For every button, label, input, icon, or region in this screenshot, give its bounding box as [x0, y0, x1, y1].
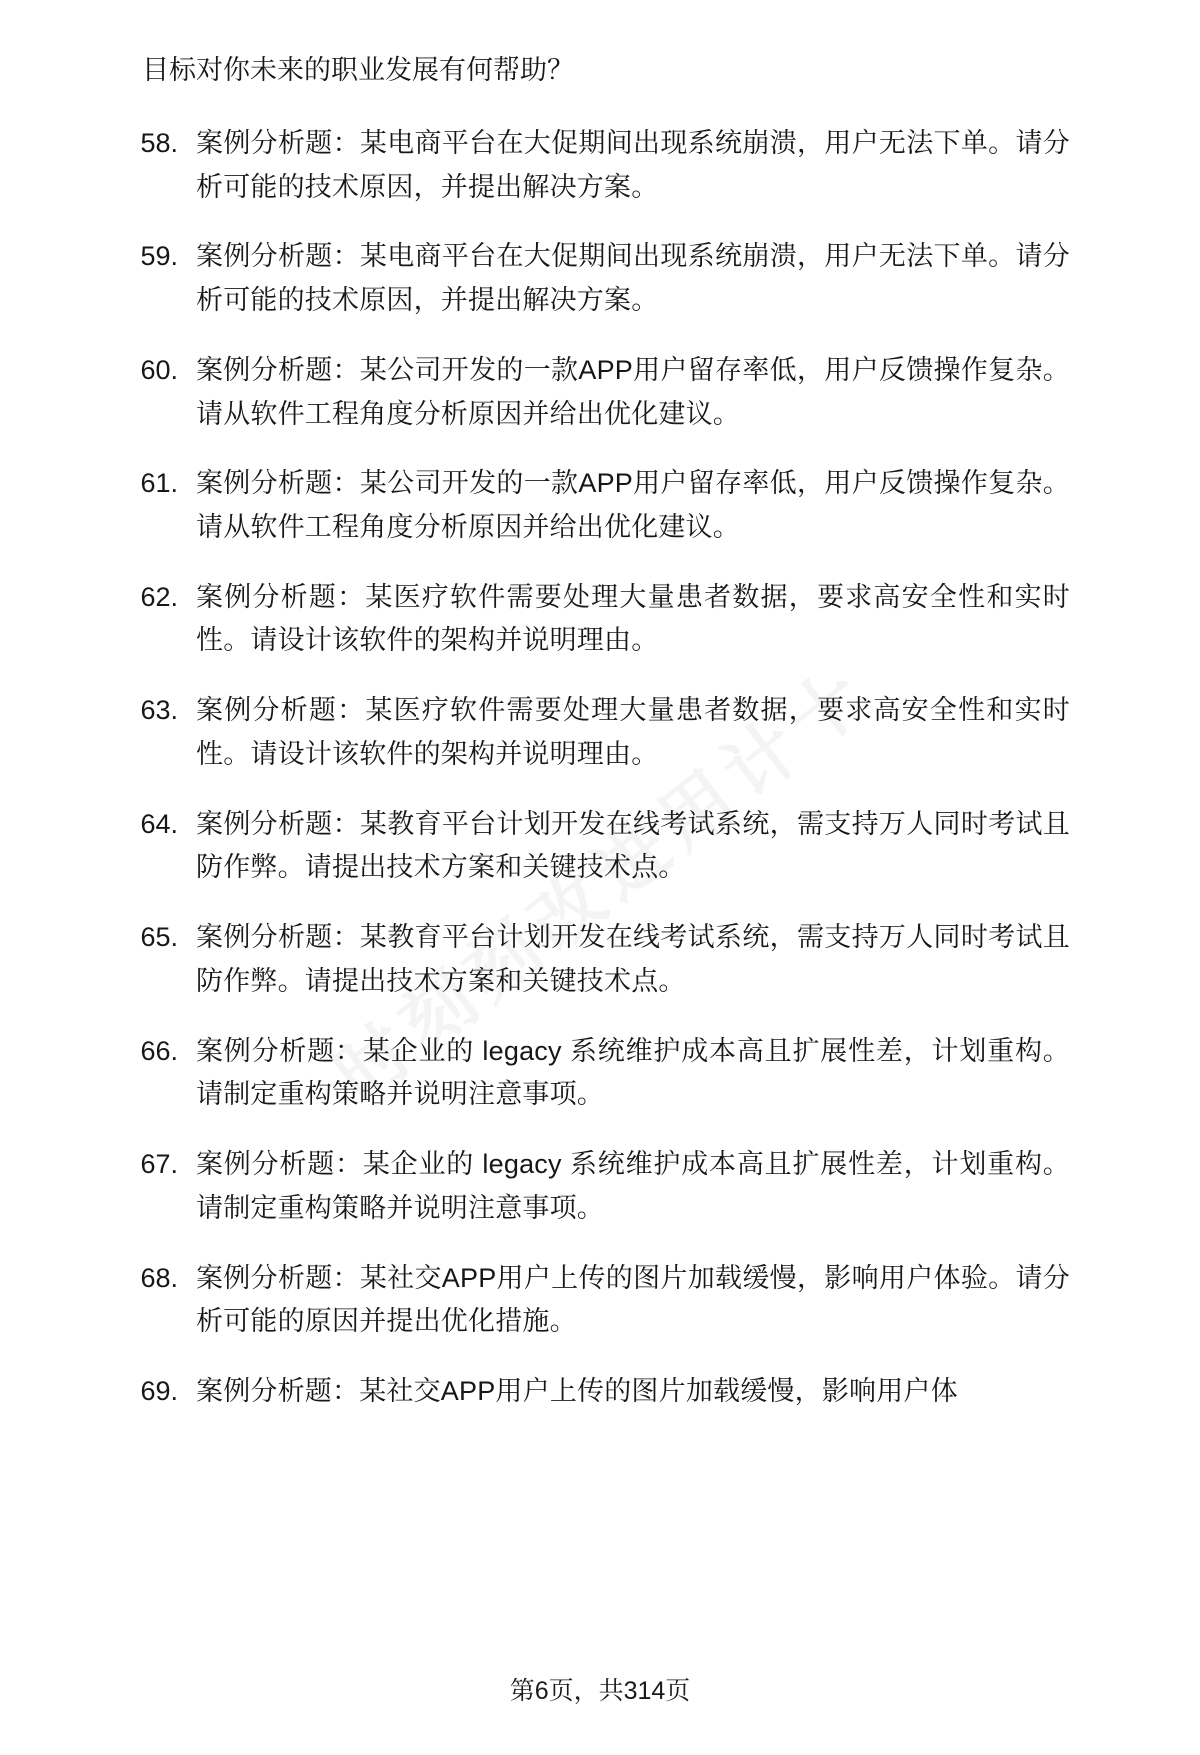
list-item — [130, 122, 1070, 209]
question-text: 案例分析题：某企业的 legacy 系统维护成本高且扩展性差，计划重构。请制定重构策略并说明注意事项。 — [196, 1035, 1070, 1110]
list-item — [130, 462, 1070, 549]
question-text: 案例分析题：某电商平台在大促期间出现系统崩溃，用户无法下单。请分析可能的技术原因，并提出解决方案。 — [196, 241, 1070, 316]
question-number: 60. — [140, 354, 178, 385]
list-item — [130, 576, 1070, 663]
question-text: 案例分析题：某医疗软件需要处理大量患者数据，要求高安全性和实时性。请设计该软件的架构并说明理由。 — [196, 581, 1070, 656]
list-item — [130, 235, 1070, 322]
question-number: 69. — [140, 1376, 178, 1406]
question-number: 58. — [140, 127, 178, 158]
question-number: 62. — [140, 581, 178, 612]
question-text: 案例分析题：某医疗软件需要处理大量患者数据，要求高安全性和实时性。请设计该软件的架构并说明理由。 — [196, 695, 1070, 769]
question-text: 案例分析题：某电商平台在大促期间出现系统崩溃，用户无法下单。请分析可能的技术原因，并提出解决方案。 — [196, 127, 1070, 202]
carry-over-text: 目标对你未来的职业发展有何帮助？ — [142, 55, 574, 85]
question-text: 案例分析题：某社交APP用户上传的图片加载缓慢，影响用户体验。请分析可能的原因并提出优化措施。 — [196, 1262, 1070, 1337]
question-number: 67. — [140, 1149, 178, 1180]
question-number: 65. — [140, 922, 178, 953]
question-number: 59. — [140, 241, 178, 272]
list-item — [130, 1257, 1070, 1344]
list-item — [130, 1143, 1070, 1230]
question-text: 案例分析题：某教育平台计划开发在线考试系统，需支持万人同时考试且防作弊。请提出技术方案和关键技术点。 — [196, 808, 1070, 883]
question-text: 案例分析题：某公司开发的一款APP用户留存率低，用户反馈操作复杂。请从软件工程角度分析原因并给出优化建议。 — [196, 354, 1070, 429]
question-number: 64. — [140, 808, 178, 839]
list-item — [130, 1030, 1070, 1117]
page-footer: 第6页，共314页 — [509, 1677, 691, 1705]
question-list — [130, 122, 1070, 1414]
list-item — [130, 689, 1070, 776]
question-number: 66. — [140, 1035, 178, 1066]
question-text: 案例分析题：某社交APP用户上传的图片加载缓慢，影响用户体 — [196, 1376, 958, 1406]
question-number: 68. — [140, 1262, 178, 1293]
list-item — [130, 349, 1070, 436]
list-item — [130, 803, 1070, 890]
question-text: 案例分析题：某企业的 legacy 系统维护成本高且扩展性差，计划重构。请制定重构策略并说明注意事项。 — [196, 1149, 1070, 1223]
question-number: 63. — [140, 695, 178, 726]
question-text: 案例分析题：某公司开发的一款APP用户留存率低，用户反馈操作复杂。请从软件工程角度分析原因并给出优化建议。 — [196, 468, 1070, 542]
question-number: 61. — [140, 468, 178, 499]
list-item — [130, 1370, 1070, 1414]
list-item — [130, 916, 1070, 1003]
question-text: 案例分析题：某教育平台计划开发在线考试系统，需支持万人同时考试且防作弊。请提出技术方案和关键技术点。 — [196, 922, 1070, 996]
